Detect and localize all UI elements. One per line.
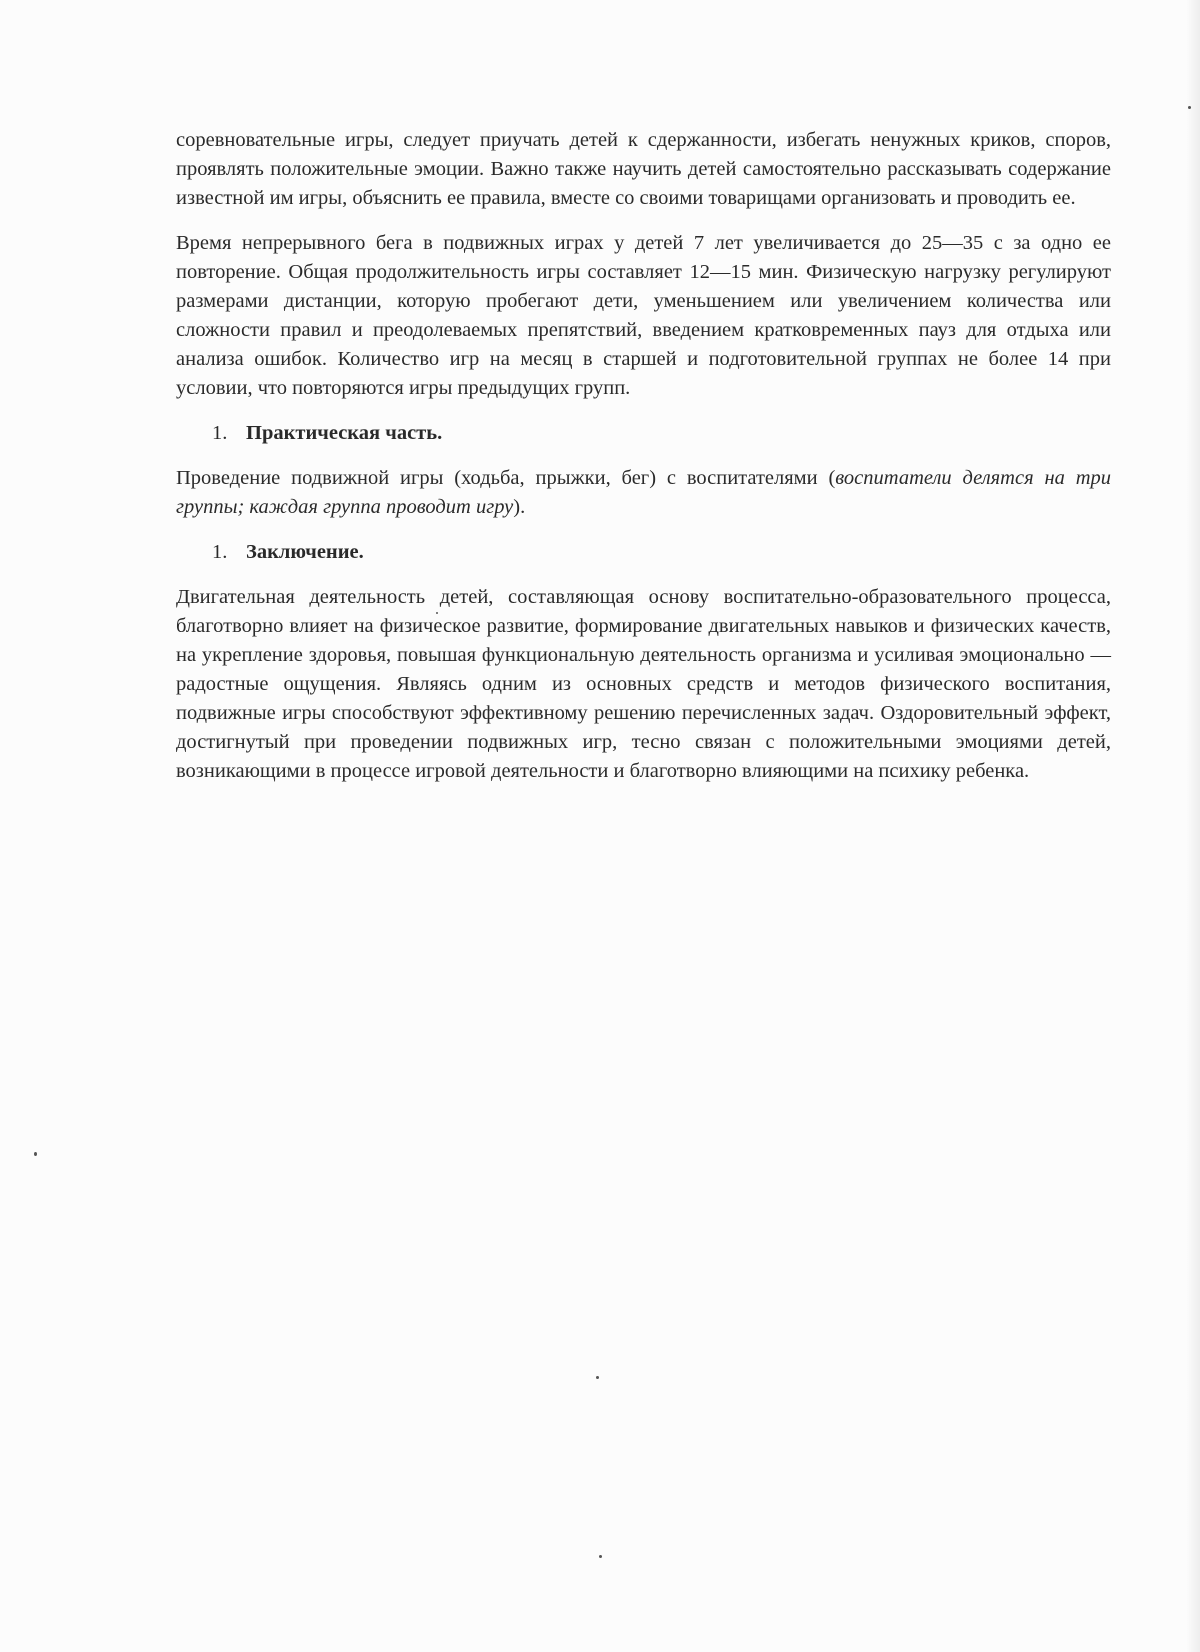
- paragraph-competitive-games: соревновательные игры, следует приучать детей к сдержанности, избегать ненужных криков, споров, проявлять положительные эмоции. Важно также научить детей самостоятельно рассказывать содержание известной им игры, объяснить ее правила, вместе со своими товарищами организовать и проводить ее.: [176, 129, 1111, 209]
- section-title: Заключение.: [246, 541, 364, 563]
- paragraph-conclusion: Двигательная деятельность детей, составляющая основу воспитательно-образовательного процесса, благотворно влияет на физическое развитие, формирование двигательных навыков и физических качеств, на укрепление здоровья, повышая функциональную деятельность организма и усиливая эмоционально — радостные ощущения. Являясь одним из основных средств и методов физического воспитания, подвижные игры способствуют эффективному решению перечисленных задач. Оздоровительный эффект, достигнутый при проведении подвижных игр, тесно связан с положительными эмоциями детей, возникающими в процессе игровой деятельности и благотворно влияющими на психику ребенка.: [176, 586, 1111, 782]
- scan-speck: [1188, 106, 1191, 109]
- scan-speck: [436, 612, 438, 614]
- document-body: [176, 126, 1111, 802]
- section-number: 1.: [212, 541, 228, 563]
- paragraph-practical-activity: [176, 464, 1111, 522]
- scan-speck: [34, 1152, 37, 1156]
- paragraph-closing: ).: [513, 496, 526, 518]
- paragraph-running-time: Время непрерывного бега в подвижных играх у детей 7 лет увеличивается до 25—35 с за одно ее повторение. Общая продолжительность игры составляет 12—15 мин. Физическую нагрузку регулируют размерами дистанции, которую пробегают дети, уменьшением или увеличением количества или сложности правил и преодолеваемых препятствий, введением кратковременных пауз для отдыха или анализа ошибок. Количество игр на месяц в старшей и подготовительной группах не более 14 при условии, что повторяются игры предыдущих групп.: [176, 232, 1111, 399]
- scan-speck: [596, 1376, 599, 1379]
- section-number: 1.: [212, 422, 228, 444]
- paragraph-italic-note: воспитатели делятся на три группы; каждая группа проводит игру: [176, 467, 1112, 518]
- paragraph-text: Проведение подвижной игры (ходьба, прыжки, бег) с воспитателями (: [176, 467, 836, 489]
- section-heading-practical: [176, 419, 1111, 448]
- section-title: Практическая часть.: [246, 422, 443, 444]
- section-heading-conclusion: [176, 538, 1111, 567]
- scan-speck: [599, 1555, 602, 1558]
